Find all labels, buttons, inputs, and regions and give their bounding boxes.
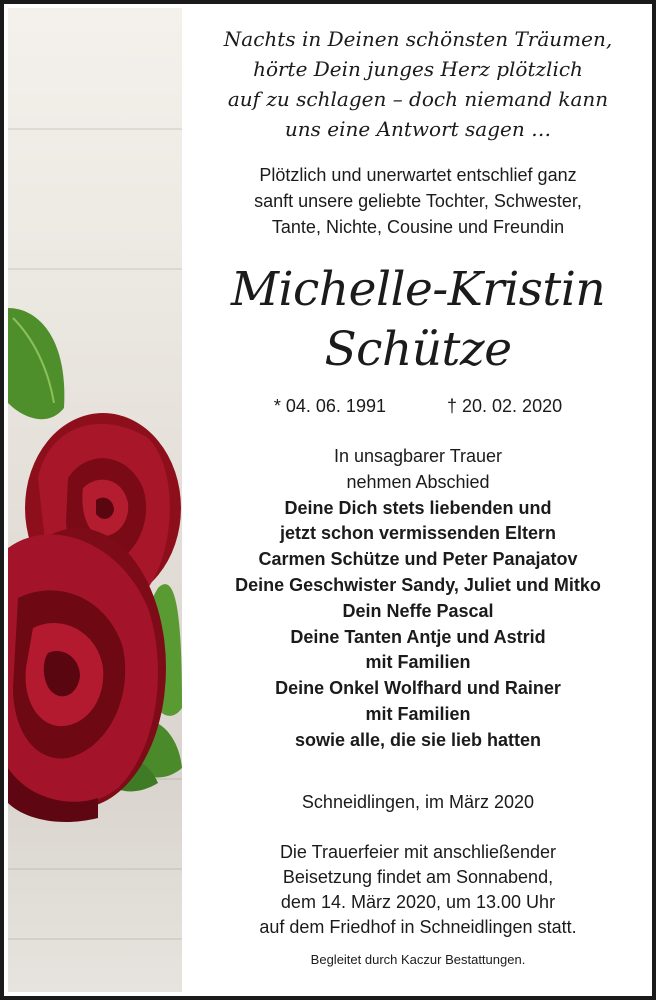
funeral-service [184,840,652,940]
intro [184,162,652,240]
last-name: Schütze [324,322,512,377]
first-name: Michelle-Kristin [230,262,606,317]
mourners-lead-line: nehmen Abschied [346,471,490,492]
mourners-lead-line: In unsagbarer Trauer [333,446,503,466]
mourner-line: mit Familien [365,652,471,673]
service-line: auf dem Friedhof in Schneidlingen statt. [259,917,577,937]
poem-line: uns eine Antwort sagen … [284,117,552,141]
roses-illustration [8,8,182,992]
mourner-line: jetzt schon vermissenden Eltern [279,523,557,544]
service-line: dem 14. März 2020, um 13.00 Uhr [280,892,556,912]
poem-line: Nachts in Deinen schönsten Träumen, [223,27,613,51]
mourner-line: mit Familien [365,703,471,724]
place-date: Schneidlingen, im März 2020 [301,792,535,812]
obituary-card [4,4,652,996]
rose-photo [8,8,182,992]
poem [184,24,652,144]
mourner-line: Deine Tanten Antje und Astrid [290,626,546,647]
service-line: Beisetzung findet am Sonnabend, [282,867,554,887]
mourner-line: Deine Dich stets liebenden und [284,497,552,518]
death-date: † 20. 02. 2020 [447,396,563,416]
mourner-line: Dein Neffe Pascal [342,600,494,621]
mourner-line: Carmen Schütze und Peter Panajatov [258,549,578,570]
deceased-name [184,260,652,380]
obituary-text [184,4,652,996]
mourners [184,444,652,754]
birth-date: * 04. 06. 1991 [273,396,386,416]
mourner-line: sowie alle, die sie lieb hatten [294,729,542,750]
undertaker-note: Begleitet durch Kaczur Bestattungen. [310,952,526,967]
intro-line: Plötzlich und unerwartet entschlief ganz [259,165,577,185]
life-dates [184,392,652,420]
poem-line: hörte Dein junges Herz plötzlich [253,57,583,81]
intro-line: Tante, Nichte, Cousine und Freundin [271,217,565,237]
poem-line: auf zu schlagen – doch niemand kann [227,87,609,111]
mourner-line: Deine Onkel Wolfhard und Rainer [275,678,561,699]
mourner-line: Deine Geschwister Sandy, Juliet und Mitko [235,574,601,595]
service-line: Die Trauerfeier mit anschließender [279,842,557,862]
intro-line: sanft unsere geliebte Tochter, Schwester, [254,191,582,211]
